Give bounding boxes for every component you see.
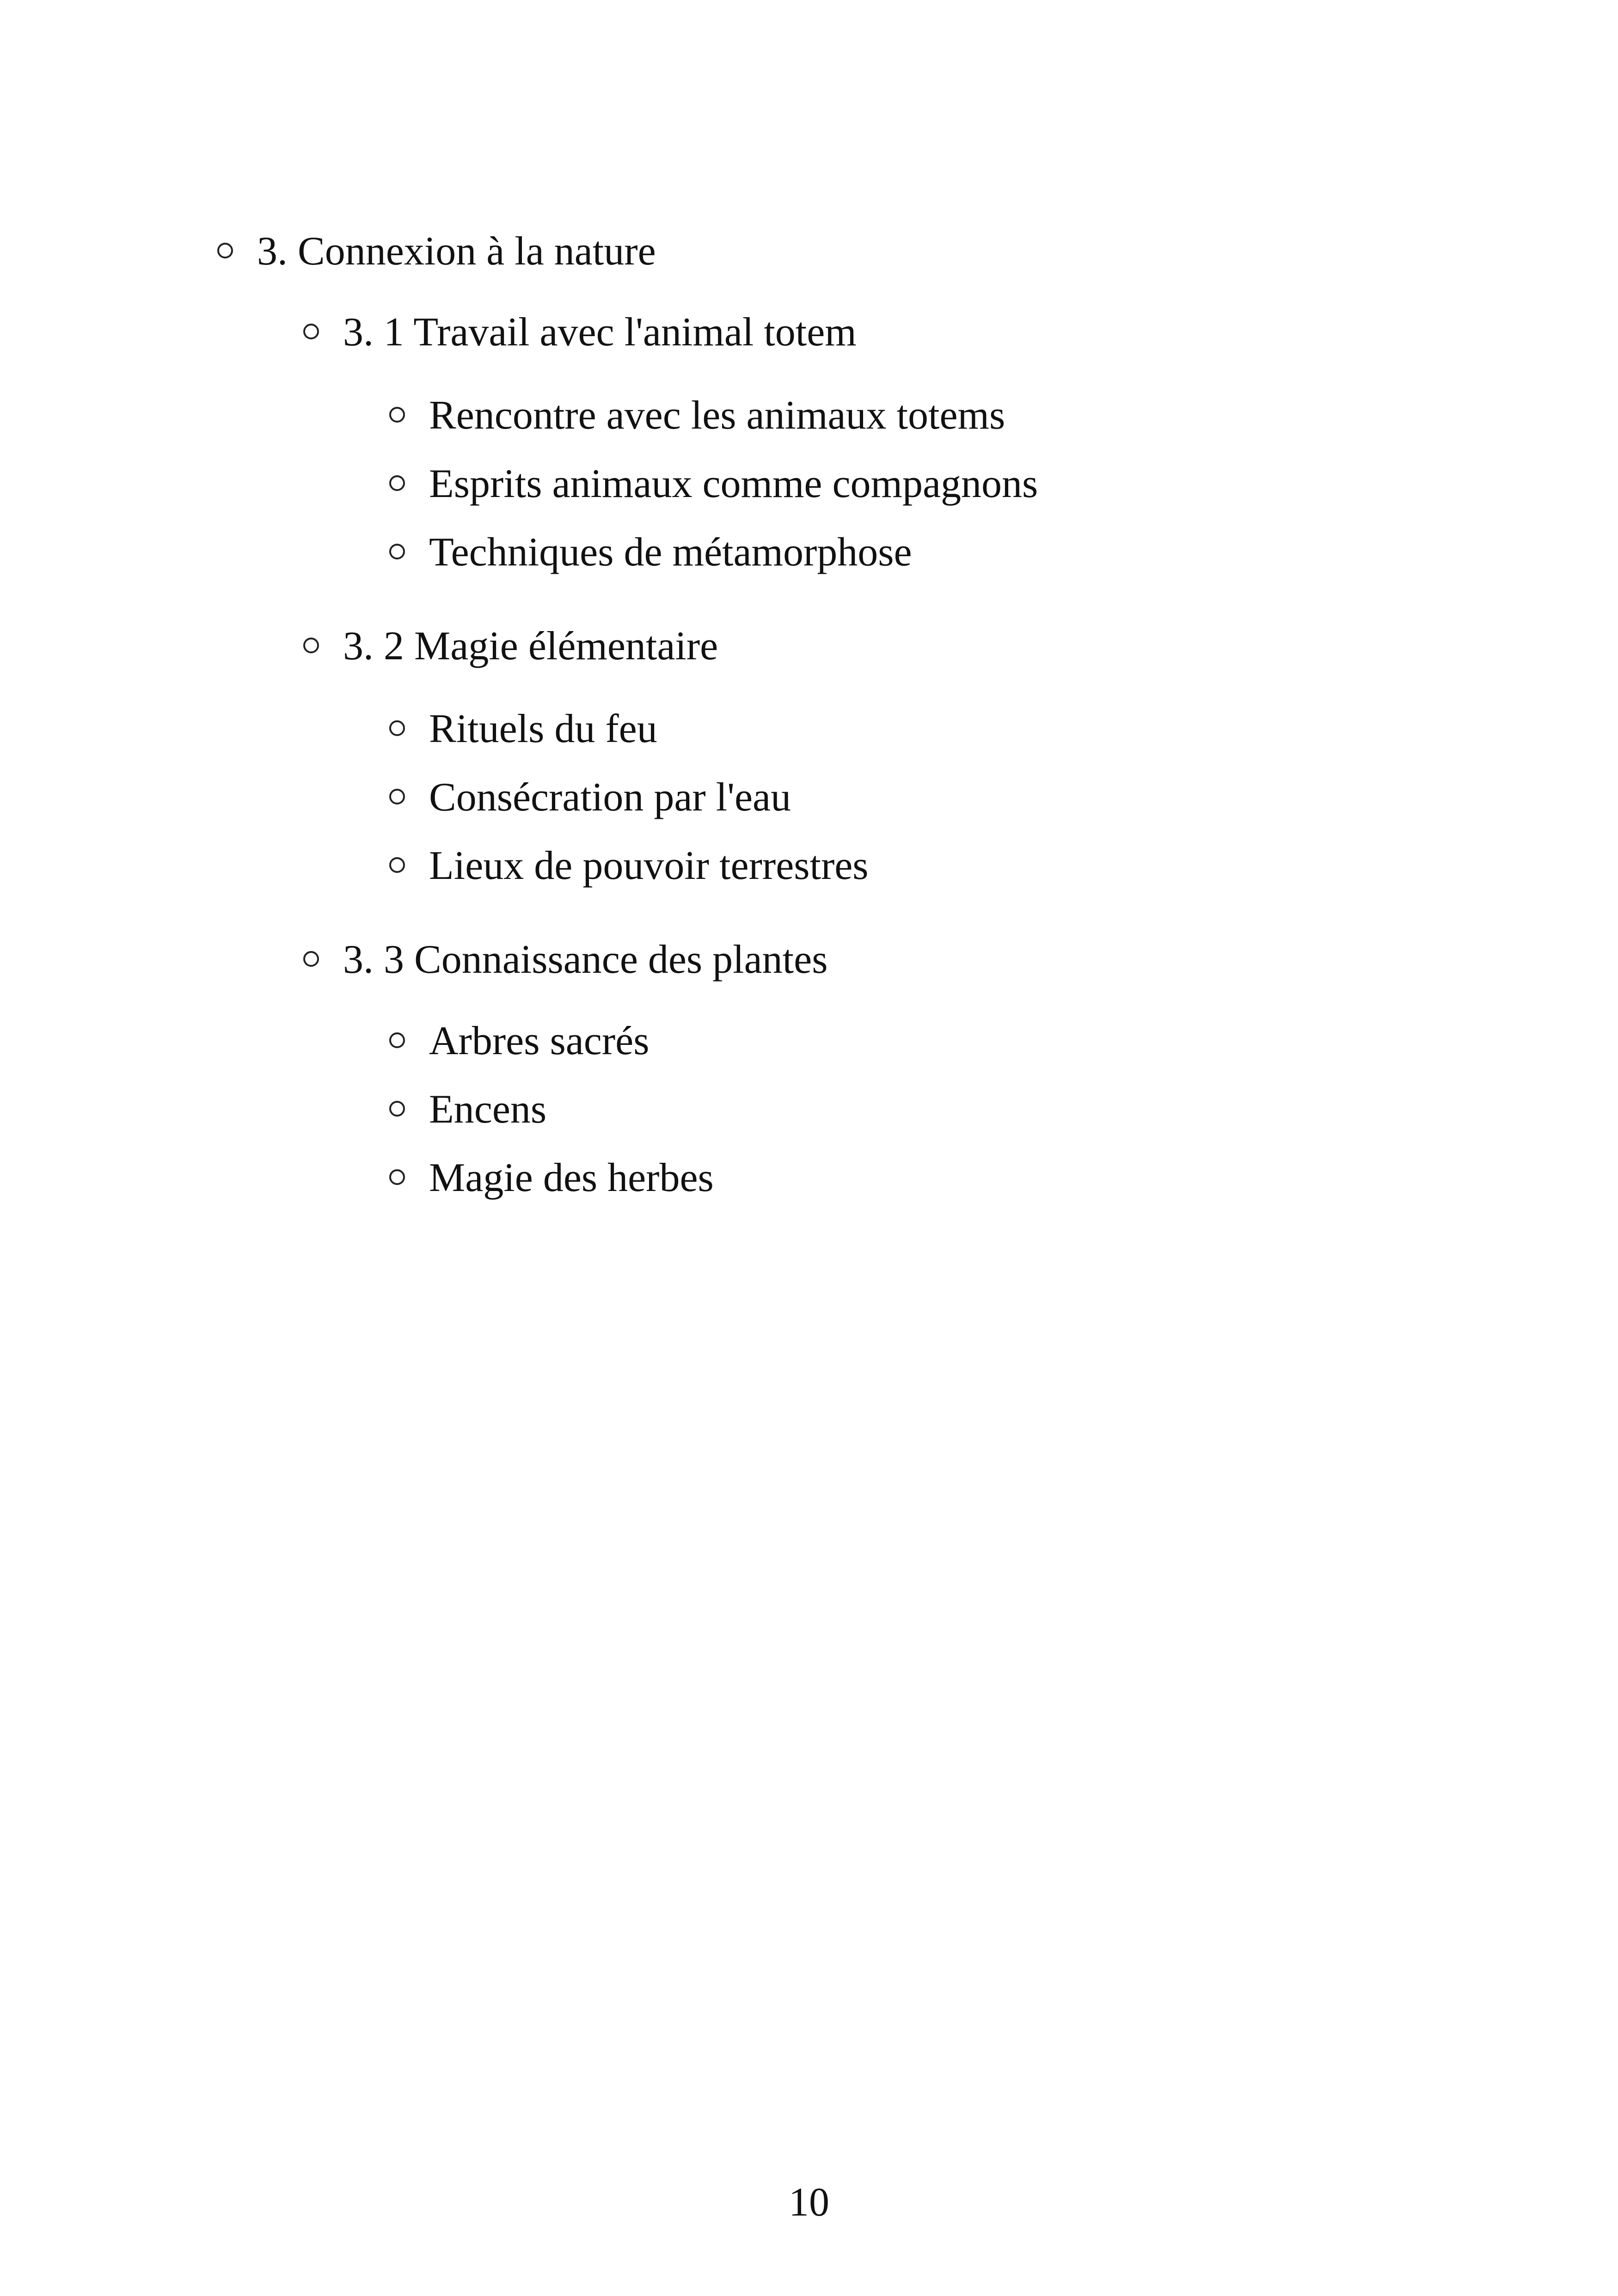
outline-item xyxy=(389,1155,714,1200)
circle-bullet-icon xyxy=(389,475,405,491)
outline-item xyxy=(389,843,869,888)
item-label: Magie des herbes xyxy=(429,1155,714,1200)
section-label: 3. Connexion à la nature xyxy=(257,229,656,274)
circle-bullet-icon xyxy=(389,1101,405,1117)
item-label: Lieux de pouvoir terrestres xyxy=(429,843,869,888)
outline-item xyxy=(389,1089,546,1130)
outline-subsection xyxy=(303,939,827,980)
circle-bullet-icon xyxy=(217,243,233,258)
item-label: Techniques de métamorphose xyxy=(429,530,912,575)
subsection-label: 3. 1 Travail avec l'animal totem xyxy=(343,310,857,355)
outline-subsection xyxy=(303,312,857,353)
circle-bullet-icon xyxy=(389,720,405,736)
outline-subsection xyxy=(303,626,718,667)
circle-bullet-icon xyxy=(389,789,405,804)
circle-bullet-icon xyxy=(389,544,405,559)
item-label: Rituels du feu xyxy=(429,706,657,751)
subsection-label: 3. 3 Connaissance des plantes xyxy=(343,937,828,982)
outline-item xyxy=(389,461,1038,506)
item-label: Rencontre avec les animaux totems xyxy=(429,393,1005,438)
outline-item xyxy=(389,1021,649,1062)
circle-bullet-icon xyxy=(303,951,319,967)
outline-item xyxy=(389,777,791,818)
circle-bullet-icon xyxy=(303,638,319,653)
page-number: 10 xyxy=(789,2180,829,2225)
outline-item xyxy=(389,532,912,573)
item-label: Encens xyxy=(429,1087,547,1132)
circle-bullet-icon xyxy=(389,1169,405,1185)
outline-section xyxy=(217,231,656,272)
item-label: Arbres sacrés xyxy=(429,1019,650,1063)
item-label: Esprits animaux comme compagnons xyxy=(429,461,1038,506)
outline-item xyxy=(389,706,657,751)
subsection-label: 3. 2 Magie élémentaire xyxy=(343,624,718,669)
circle-bullet-icon xyxy=(389,857,405,873)
circle-bullet-icon xyxy=(303,324,319,339)
outline-item xyxy=(389,395,1005,436)
circle-bullet-icon xyxy=(389,1032,405,1048)
circle-bullet-icon xyxy=(389,407,405,423)
item-label: Consécration par l'eau xyxy=(429,775,791,820)
